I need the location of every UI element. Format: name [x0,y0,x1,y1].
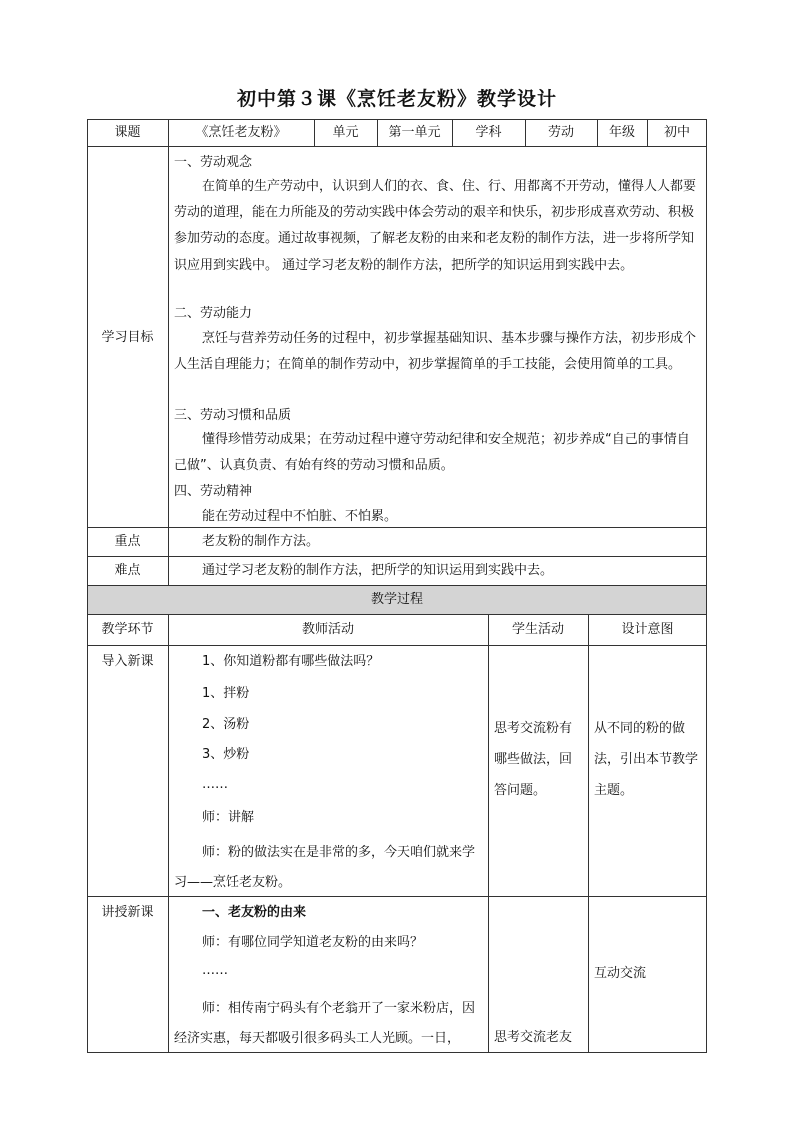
difficulty-label: 难点 [114,563,141,578]
lesson-student: 思考交流老友 [494,1030,573,1045]
intro-answer-1: 1、拌粉 [202,686,250,701]
label-grade: 年级 [608,125,635,140]
label-topic: 课题 [114,125,141,140]
unit-value: 第一单元 [388,125,441,140]
lesson-intent: 互动交流 [594,966,647,981]
lesson-heading: 一、老友粉的由来 [202,905,307,920]
objectives-label: 学习目标 [101,330,154,345]
topic-value: 《烹饪老友粉》 [195,125,287,140]
page-title: 初中第３课《烹饪老友粉》教学设计 [236,88,557,110]
difficulty-text: 通过学习老友粉的制作方法，把所学的知识运用到实践中去。 [202,563,554,578]
intro-answer-2: 2、汤粉 [202,717,250,732]
label-unit: 单元 [332,125,359,140]
objective-paragraph-3: 懂得珍惜劳动成果；在劳动过程中遵守劳动纪律和安全规范；初步养成“自己的事情自己做”、认真负责、有始有终的劳动习惯和品质。 [174,432,690,474]
label-subject: 学科 [475,125,502,140]
lesson-story: 师：相传南宁码头有个老翁开了一家米粉店，因经济实惠，每天都吸引很多码头工人光顾。一日， [174,1001,476,1046]
col-intent: 设计意图 [621,622,674,637]
lesson-ellipsis: …… [202,963,228,978]
objective-heading-3: 三、劳动习惯和品质 [174,408,292,423]
grade-value: 初中 [663,125,690,140]
col-teacher: 教师活动 [301,622,354,637]
objective-heading-4: 四、劳动精神 [174,484,253,499]
key-point-label: 重点 [114,534,141,549]
intro-ellipsis: …… [202,777,228,792]
intro-intent: 从不同的粉的做法，引出本节教学主题。 [594,721,699,798]
process-banner-text: 教学过程 [370,592,423,607]
objective-paragraph-1: 在简单的生产劳动中，认识到人们的衣、食、住、行、用都离不开劳动，懂得人人都要劳动的道理，能在力所能及的劳动实践中体会劳动的艰辛和快乐，初步形成喜欢劳动、积极参加劳动的态度。通过故事视频，了解老友粉的由来和老友粉的制作方法，进一步将所学知识应用到实践中。 通过学习老友粉的制作方法，把所学的知识运用到实践中去。 [174,179,697,273]
lesson-question: 师：有哪位同学知道老友粉的由来吗？ [202,935,424,950]
intro-teacher-2: 师：粉的做法实在是非常的多，今天咱们就来学习——烹饪老友粉。 [174,845,476,890]
subject-value: 劳动 [547,125,574,140]
key-point-text: 老友粉的制作方法。 [202,534,320,549]
col-student: 学生活动 [511,622,564,637]
intro-student: 思考交流粉有哪些做法，回答问题。 [494,721,573,798]
intro-answer-3: 3、炒粉 [202,747,250,762]
objective-heading-2: 二、劳动能力 [174,306,253,321]
objective-heading-1: 一、劳动观念 [174,155,253,170]
col-stage: 教学环节 [101,622,154,637]
intro-teacher-1: 师：讲解 [202,810,255,825]
lesson-stage: 讲授新课 [101,905,154,920]
objective-paragraph-4: 能在劳动过程中不怕脏、不怕累。 [202,509,398,524]
intro-question: 1、你知道粉都有哪些做法吗？ [202,654,380,669]
intro-stage: 导入新课 [101,654,154,669]
objective-paragraph-2: 烹饪与营养劳动任务的过程中，初步掌握基础知识、基本步骤与操作方法，初步形成个人生活自理能力；在简单的制作劳动中，初步掌握简单的手工技能，会使用简单的工具。 [174,331,697,373]
